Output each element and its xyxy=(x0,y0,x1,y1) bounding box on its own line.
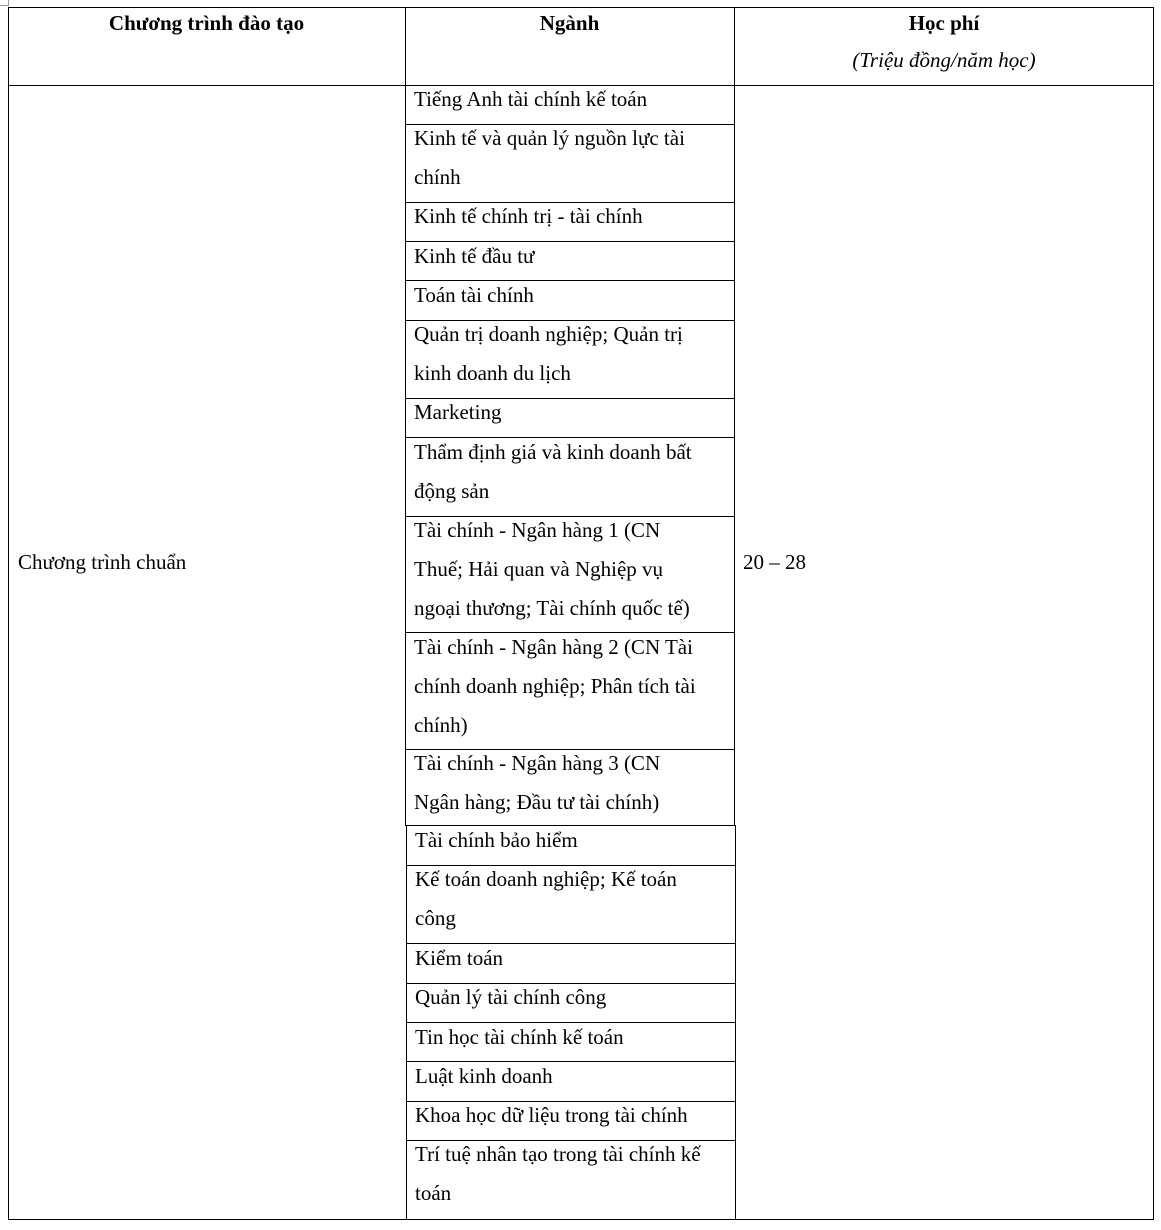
major-item xyxy=(415,939,735,978)
major-line: chính doanh nghiệp; Phân tích tài xyxy=(414,674,696,698)
major-line: Khoa học dữ liệu trong tài chính xyxy=(415,1103,688,1127)
major-item xyxy=(415,978,735,1017)
major-line: Trí tuệ nhân tạo trong tài chính kế xyxy=(415,1142,701,1166)
major-line: Kiểm toán xyxy=(415,946,504,970)
major-item xyxy=(415,821,735,860)
major-line: công xyxy=(415,906,456,930)
major-item xyxy=(414,628,734,745)
major-line: động sản xyxy=(414,479,490,503)
major-line: chính) xyxy=(414,713,468,737)
major-item xyxy=(415,1018,735,1057)
major-item xyxy=(414,393,734,432)
major-item xyxy=(414,237,734,276)
header-program: Chương trình đào tạo xyxy=(108,11,305,35)
major-item xyxy=(414,119,734,197)
major-line: Kinh tế và quản lý nguồn lực tài xyxy=(414,126,685,150)
fee-value: 20 – 28 xyxy=(743,550,806,574)
major-line: Quản lý tài chính công xyxy=(415,985,607,1009)
major-item xyxy=(414,744,734,822)
major-item xyxy=(414,511,734,628)
major-item xyxy=(414,315,734,393)
major-line: Toán tài chính xyxy=(414,283,534,307)
body-col-divider-2a xyxy=(734,85,735,825)
major-line: Thẩm định giá và kinh doanh bất xyxy=(414,440,692,464)
major-item xyxy=(415,1135,735,1213)
program-name: Chương trình chuẩn xyxy=(18,550,187,574)
major-line: Kinh tế đầu tư xyxy=(414,244,535,268)
major-item xyxy=(415,860,735,938)
major-line: Tài chính - Ngân hàng 2 (CN Tài xyxy=(414,635,693,659)
major-item xyxy=(415,1096,735,1135)
header-fee: Học phí xyxy=(908,11,980,35)
major-line: Marketing xyxy=(414,400,502,424)
major-line: ngoại thương; Tài chính quốc tế) xyxy=(414,596,690,620)
major-line: kinh doanh du lịch xyxy=(414,361,571,385)
major-item xyxy=(414,197,734,236)
major-line: Tin học tài chính kế toán xyxy=(415,1025,624,1049)
major-line: chính xyxy=(414,165,461,189)
major-item xyxy=(414,433,734,511)
major-item xyxy=(414,276,734,315)
major-line: Kinh tế chính trị - tài chính xyxy=(414,204,643,228)
major-line: Tiếng Anh tài chính kế toán xyxy=(414,87,648,111)
major-line: Quản trị doanh nghiệp; Quản trị xyxy=(414,322,683,346)
major-line: Tài chính - Ngân hàng 3 (CN xyxy=(414,751,661,775)
major-line: toán xyxy=(415,1181,452,1205)
header-major: Ngành xyxy=(539,11,600,35)
major-item xyxy=(415,1057,735,1096)
major-item xyxy=(414,80,734,119)
major-line: Tài chính - Ngân hàng 1 (CN xyxy=(414,518,661,542)
major-line: Luật kinh doanh xyxy=(415,1064,553,1088)
header-fee-unit: (Triệu đồng/năm học) xyxy=(852,48,1036,72)
major-line: Kế toán doanh nghiệp; Kế toán xyxy=(415,867,677,891)
major-line: Tài chính bảo hiểm xyxy=(415,828,578,852)
page-corner-marker xyxy=(0,0,9,6)
major-line: Thuế; Hải quan và Nghiệp vụ xyxy=(414,557,664,581)
major-line: Ngân hàng; Đầu tư tài chính) xyxy=(414,790,660,814)
body-col-divider-1a xyxy=(405,85,406,825)
